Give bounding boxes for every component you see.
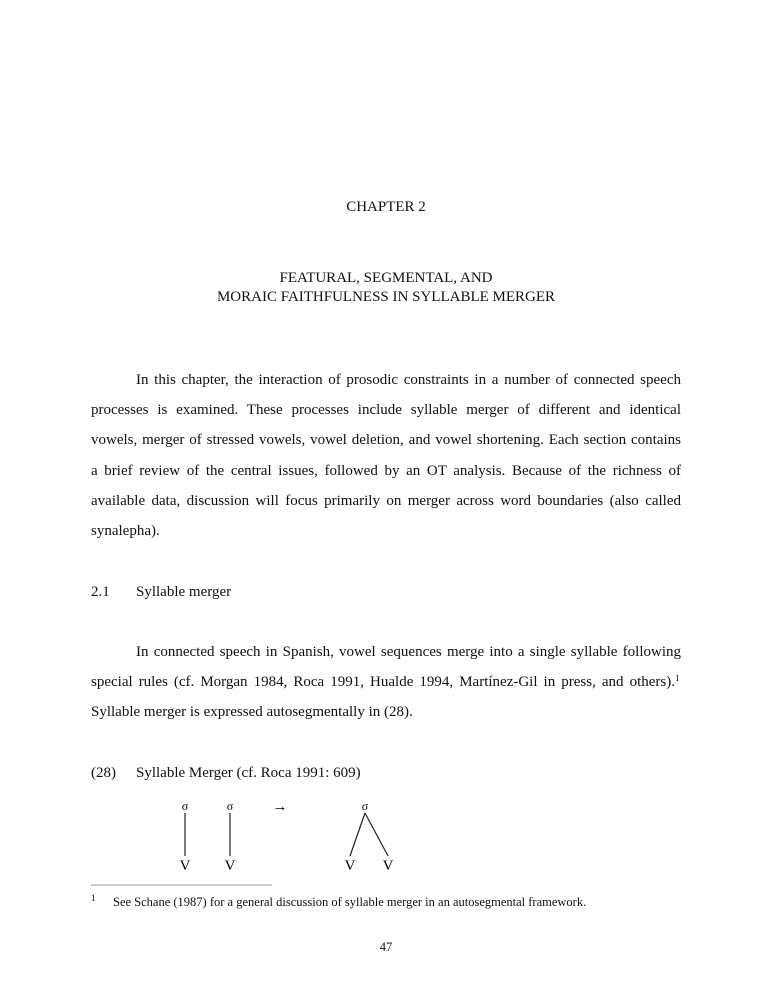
footnote-reference[interactable]: 1: [675, 673, 680, 683]
footnote-text: See Schane (1987) for a general discussion of syllable merger in an autosegmental framework.: [113, 895, 587, 909]
vowel-node: V: [344, 858, 356, 874]
chapter-label: CHAPTER 2: [346, 199, 426, 215]
paragraph-line: In this chapter, the interaction of prosodic constraints in a number of connected speech: [136, 372, 681, 388]
association-line: [365, 813, 388, 856]
paragraph-line: Syllable merger is expressed autosegmentally in (28).: [91, 704, 413, 720]
example-number: (28): [91, 765, 116, 781]
paragraph-line: vowels, merger of stressed vowels, vowel deletion, and vowel shortening. Each section contains: [91, 432, 681, 448]
page-number: 47: [379, 940, 393, 954]
paragraph-line: In connected speech in Spanish, vowel sequences merge into a single syllable following: [136, 644, 681, 660]
example-caption: Syllable Merger (cf. Roca 1991: 609): [136, 765, 361, 781]
arrow-icon: →: [272, 799, 288, 815]
chapter-title-line-2: MORAIC FAITHFULNESS IN SYLLABLE MERGER: [216, 289, 556, 305]
association-line: [350, 813, 365, 856]
syllable-node: σ: [226, 799, 234, 813]
vowel-node: V: [224, 858, 236, 874]
vowel-node: V: [382, 858, 394, 874]
paragraph-line: a brief review of the central issues, followed by an OT analysis. Because of the richness of: [91, 463, 681, 479]
syllable-node: σ: [361, 799, 369, 813]
section-heading: Syllable merger: [136, 584, 232, 600]
paragraph-line: processes is examined. These processes include syllable merger of different and identical: [91, 402, 681, 418]
footnote-number: 1: [91, 893, 96, 903]
paragraph-line-text: special rules (cf. Morgan 1984, Roca 1991, Hualde 1994, Martínez-Gil in press, and others).: [91, 674, 675, 690]
syllable-node: σ: [181, 799, 189, 813]
section-number: 2.1: [91, 584, 110, 600]
paragraph-line: available data, discussion will focus primarily on merger across word boundaries (also called: [91, 493, 681, 509]
chapter-title-line-1: FEATURAL, SEGMENTAL, AND: [279, 270, 493, 286]
paragraph-line: synalepha).: [91, 523, 160, 539]
vowel-node: V: [179, 858, 191, 874]
